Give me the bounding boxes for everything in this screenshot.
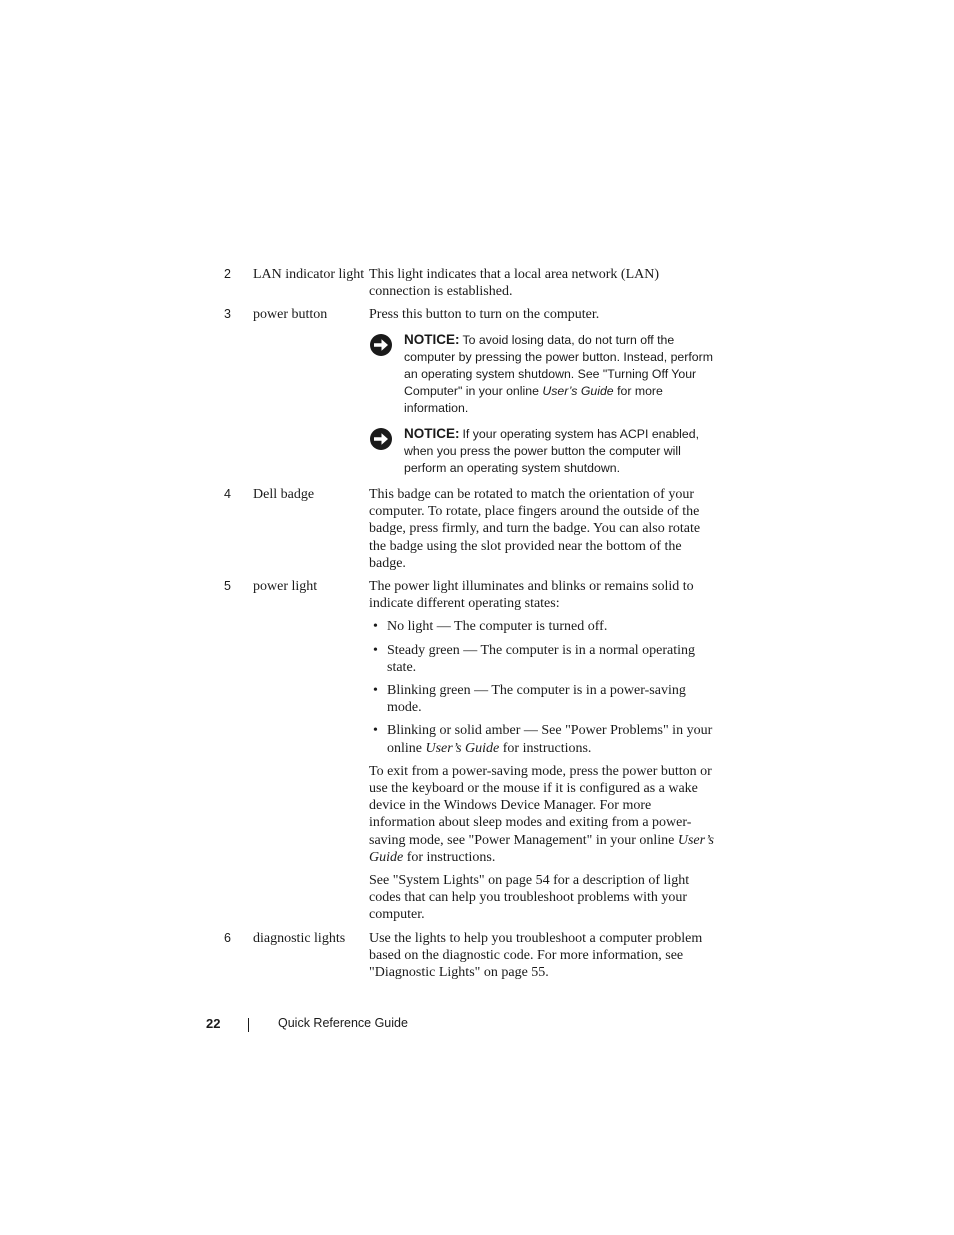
- item-description: [369, 930, 715, 982]
- description-paragraph: This light indicates that a local area network (LAN) connection is established.: [369, 267, 660, 300]
- guide-reference: User’s Guide: [425, 740, 500, 756]
- item-number: 6: [224, 931, 231, 945]
- item-term: diagnostic lights: [253, 931, 346, 946]
- description-paragraph: To exit from a power-saving mode, press the power button or use the keyboard or the mouse if it is configured as a wake device in the Windows Device Manager. For more information about sleep modes and exiting from a power-saving mode, see "Power Management" in your online User’s Guide for instructions.: [369, 763, 714, 865]
- item-term: power light: [253, 579, 318, 594]
- description-paragraph: Use the lights to help you troubleshoot a computer problem based on the diagnostic code. For more information, see "Diagnostic Lights" on page 55.: [369, 931, 703, 981]
- item-term: LAN indicator light: [253, 267, 365, 282]
- guide-reference: User’s Guide: [542, 384, 614, 399]
- list-item: • Blinking or solid amber — See "Power Problems" in your online User’s Guide for instructions.: [373, 723, 713, 756]
- list-item: • Steady green — The computer is in a normal operating state.: [373, 642, 696, 675]
- item-description: [369, 486, 715, 572]
- guide-reference: User’s Guide: [369, 832, 714, 865]
- item-number: 5: [224, 579, 231, 593]
- item-number: 3: [224, 307, 231, 321]
- item-description: [369, 266, 715, 300]
- notice-text: NOTICE: If your operating system has ACPI enabled, when you press the power button the computer will perform an operating system shutdown.: [404, 426, 700, 476]
- item-description: [369, 578, 715, 924]
- status-list: [369, 618, 715, 756]
- item-term: power button: [253, 307, 328, 322]
- notice-text: NOTICE: To avoid losing data, do not turn off the computer by pressing the power button. Instead, perform an operating system shutdown. See "Turning Off Your Computer" in your online User’s Guide for more information.: [404, 332, 713, 416]
- item-term: Dell badge: [253, 487, 315, 502]
- notice-arrow-icon: [369, 333, 393, 357]
- description-paragraph: This badge can be rotated to match the orientation of your computer. To rotate, place fingers around the outside of the badge, press firmly, and turn the badge. You can also rotate the badge using the slot provided near the bottom of the badge.: [369, 487, 701, 571]
- item-number: 4: [224, 487, 231, 501]
- notice-arrow-icon: [369, 427, 393, 451]
- notice-block: [369, 425, 715, 477]
- description-paragraph: Press this button to turn on the computer.: [369, 307, 600, 322]
- footer-separator: [248, 1018, 249, 1032]
- notice-block: [369, 331, 715, 417]
- notice-label: NOTICE:: [404, 426, 460, 442]
- description-paragraph: The power light illuminates and blinks or remains solid to indicate different operating states:: [369, 579, 694, 612]
- notice-label: NOTICE:: [404, 332, 460, 348]
- list-item: • No light — The computer is turned off.: [373, 619, 608, 635]
- item-description: [369, 306, 715, 477]
- list-item: • Blinking green — The computer is in a power-saving mode.: [373, 683, 686, 716]
- description-paragraph: See "System Lights" on page 54 for a description of light codes that can help you troubleshoot problems with your computer.: [369, 873, 690, 923]
- footer-title: Quick Reference Guide: [278, 1016, 408, 1030]
- item-number: 2: [224, 267, 231, 281]
- page-number: 22: [206, 1016, 221, 1031]
